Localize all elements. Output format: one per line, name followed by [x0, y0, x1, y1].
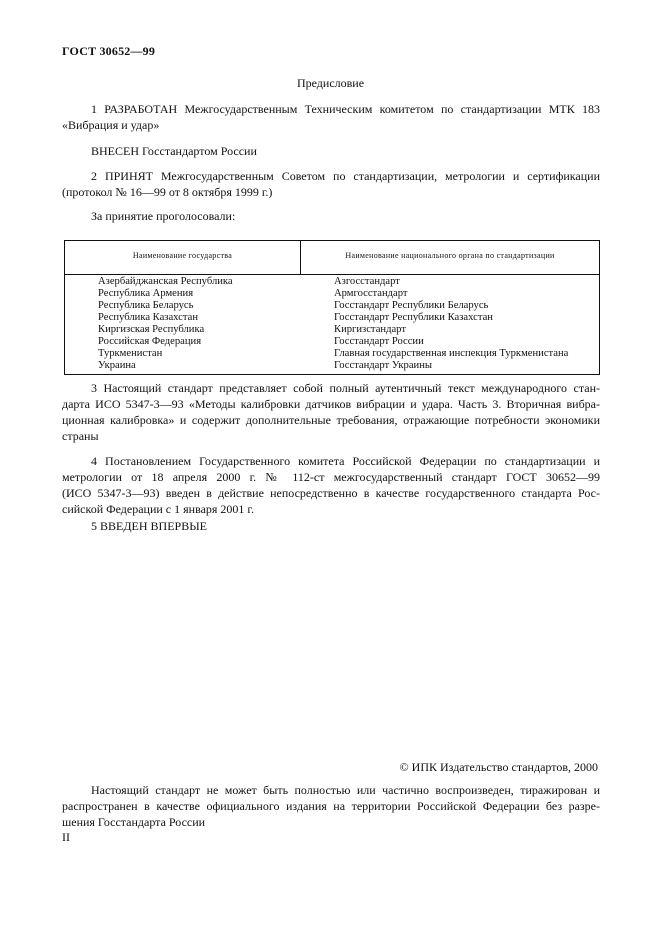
table-cell-state: Азербайджанская Республика	[98, 276, 233, 287]
paragraph-line: ционная калибровка» и содержит дополнительные требования, отражающие потребности экономики	[62, 413, 600, 427]
paragraph-line: 1 РАЗРАБОТАН Межгосударственным Техническим комитетом по стандартизации МТК 183	[91, 102, 600, 116]
table-cell-body: Армгосстандарт	[334, 288, 408, 299]
table-cell-body: Киргизстандарт	[334, 324, 406, 335]
paragraph-line: (ИСО 5347-3—93) введен в действие непосредственно в качестве государственного стандарта Рос-	[62, 486, 600, 500]
table-row	[65, 312, 599, 324]
table-cell-state: Республика Армения	[98, 288, 194, 299]
table-cell-body: Госстандарт Республики Беларусь	[334, 300, 489, 311]
copyright-notice: © ИПК Издательство стандартов, 2000	[399, 760, 598, 774]
table-cell-body: Азгосстандарт	[334, 276, 400, 287]
paragraph-line: 5 ВВЕДЕН ВПЕРВЫЕ	[91, 519, 207, 533]
table-cell-state: Киргизская Республика	[98, 324, 205, 335]
paragraph-voted	[62, 208, 600, 224]
paragraph-first-introduced	[62, 518, 600, 534]
section-heading: Предисловие	[296, 76, 365, 90]
table-row	[65, 360, 599, 372]
table-row	[65, 336, 599, 348]
paragraph-enactment	[62, 453, 600, 517]
table-row	[65, 288, 599, 300]
paragraph-line: (протокол № 16—99 от 8 октября 1999 г.)	[62, 185, 273, 199]
paragraph-line: 2 ПРИНЯТ Межгосударственным Советом по стандартизации, метрологии и сертификации	[91, 169, 600, 183]
paragraph-line: Настоящий стандарт не может быть полностью или частично воспроизведен, тиражирован и	[91, 783, 600, 797]
voting-table	[64, 240, 600, 375]
paragraph-line: метрологии от 18 апреля 2000 г. № 112-ст межгосударственный стандарт ГОСТ 30652—99	[62, 470, 600, 484]
table-cell-state: Украина	[98, 360, 136, 371]
table-cell-state: Российская Федерация	[98, 336, 202, 347]
paragraph-line: шения Госстандарта России	[62, 815, 206, 829]
table-header-state: Наименование государства	[132, 251, 233, 260]
paragraph-introduced	[62, 143, 600, 159]
paragraph-line: дарта ИСО 5347-3—93 «Методы калибровки датчиков вибрации и удара. Часть 3. Вторичная вибра-	[62, 397, 600, 411]
page-number: II	[62, 830, 70, 844]
paragraph-line: распространен в качестве официального издания на территории Российской Федерации без разре-	[62, 799, 600, 813]
paragraph-line: «Вибрация и удар»	[62, 118, 160, 132]
table-cell-state: Республика Беларусь	[98, 300, 194, 311]
table-row	[65, 348, 599, 360]
paragraph-line: 4 Постановлением Государственного комитета Российской Федерации по стандартизации и	[91, 454, 600, 468]
paragraph-line: За принятие проголосовали:	[91, 209, 236, 223]
paragraph-reproduction-notice	[62, 782, 600, 830]
table-cell-body: Главная государственная инспекция Туркменистана	[334, 348, 569, 359]
table-row	[65, 276, 599, 288]
table-row	[65, 300, 599, 312]
paragraph-line: ВНЕСЕН Госстандартом России	[91, 144, 257, 158]
table-cell-body: Госстандарт России	[334, 336, 424, 347]
table-header-body: Наименование национального органа по стандартизации	[345, 251, 555, 260]
paragraph-adopted	[62, 168, 600, 200]
paragraph-line: 3 Настоящий стандарт представляет собой полный аутентичный текст международного стан-	[91, 381, 600, 395]
paragraph-line: страны	[62, 429, 99, 443]
table-cell-body: Госстандарт Украины	[334, 360, 432, 371]
document-header: ГОСТ 30652—99	[62, 44, 156, 58]
table-cell-state: Республика Казахстан	[98, 312, 199, 323]
paragraph-line: сийской Федерации с 1 января 2001 г.	[62, 502, 254, 516]
table-row	[65, 324, 599, 336]
table-cell-state: Туркменистан	[98, 348, 163, 359]
table-body	[65, 275, 599, 372]
table-cell-body: Госстандарт Республики Казахстан	[334, 312, 493, 323]
paragraph-developed	[62, 101, 600, 133]
paragraph-authentic-text	[62, 380, 600, 444]
